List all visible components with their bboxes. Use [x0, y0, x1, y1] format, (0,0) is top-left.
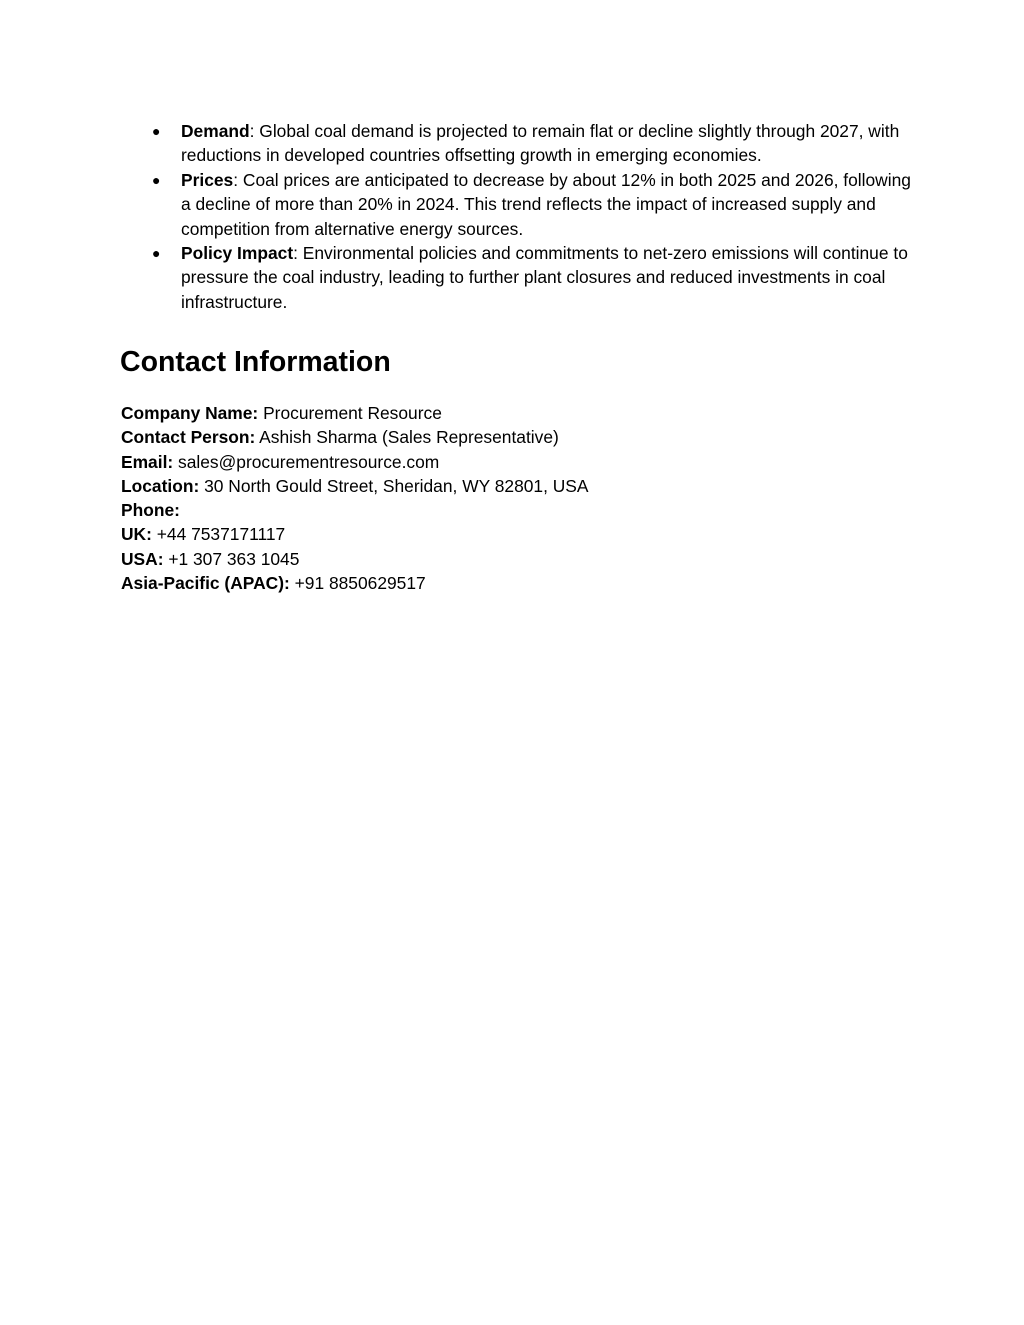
apac-phone-label: Asia-Pacific (APAC): — [121, 573, 290, 594]
bullet-item-policy-impact — [121, 241, 921, 314]
contact-person-value: Ashish Sharma (Sales Representative) — [255, 427, 559, 448]
contact-person-line — [121, 425, 921, 449]
location-value: 30 North Gould Street, Sheridan, WY 82801, USA — [199, 475, 589, 496]
contact-heading: Contact Information — [120, 346, 391, 378]
usa-phone-value: +1 307 363 1045 — [163, 548, 300, 569]
usa-phone-label: USA: — [121, 548, 164, 569]
bullet-text: : Environmental policies and commitments to net-zero emissions will continue to pressure the coal industry, leading to further plant closures and reduced investments in coal infrastructure. — [181, 243, 908, 312]
bullet-item-prices — [121, 168, 921, 241]
apac-phone-line — [121, 571, 921, 595]
location-line — [121, 474, 921, 498]
email-value: sales@procurementresource.com — [173, 451, 440, 472]
uk-phone-line — [121, 522, 921, 546]
uk-phone-value: +44 7537171117 — [151, 524, 286, 545]
contact-details — [121, 401, 921, 595]
bullet-icon: ● — [152, 171, 161, 188]
bullet-item-demand — [121, 119, 921, 168]
phone-line — [121, 498, 921, 522]
phone-label: Phone: — [121, 500, 180, 521]
usa-phone-line — [121, 547, 921, 571]
bullet-text: : Global coal demand is projected to remain flat or decline slightly through 2027, with reductions in developed countries offsetting growth in emerging economies. — [181, 121, 900, 166]
company-name-line — [121, 401, 921, 425]
bullet-text: : Coal prices are anticipated to decrease by about 12% in both 2025 and 2026, following a decline of more than 20% in 2024. This trend reflects the impact of increased supply and competition from alternative energy sources. — [181, 169, 911, 239]
bullet-term: Demand — [181, 121, 250, 141]
company-name-label: Company Name: — [121, 403, 259, 423]
contact-person-label: Contact Person: — [121, 427, 256, 448]
apac-phone-value: +91 8850629517 — [289, 573, 426, 594]
bullet-icon: ● — [152, 123, 161, 139]
outlook-bullet-list — [121, 119, 921, 314]
location-label: Location: — [121, 475, 200, 496]
bullet-term: Prices — [181, 169, 234, 190]
uk-phone-label: UK: — [121, 524, 152, 545]
company-name-value: Procurement Resource — [258, 403, 442, 423]
email-line — [121, 450, 921, 474]
bullet-term: Policy Impact — [181, 243, 294, 264]
bullet-icon: ● — [152, 245, 161, 262]
email-label: Email: — [121, 451, 174, 472]
